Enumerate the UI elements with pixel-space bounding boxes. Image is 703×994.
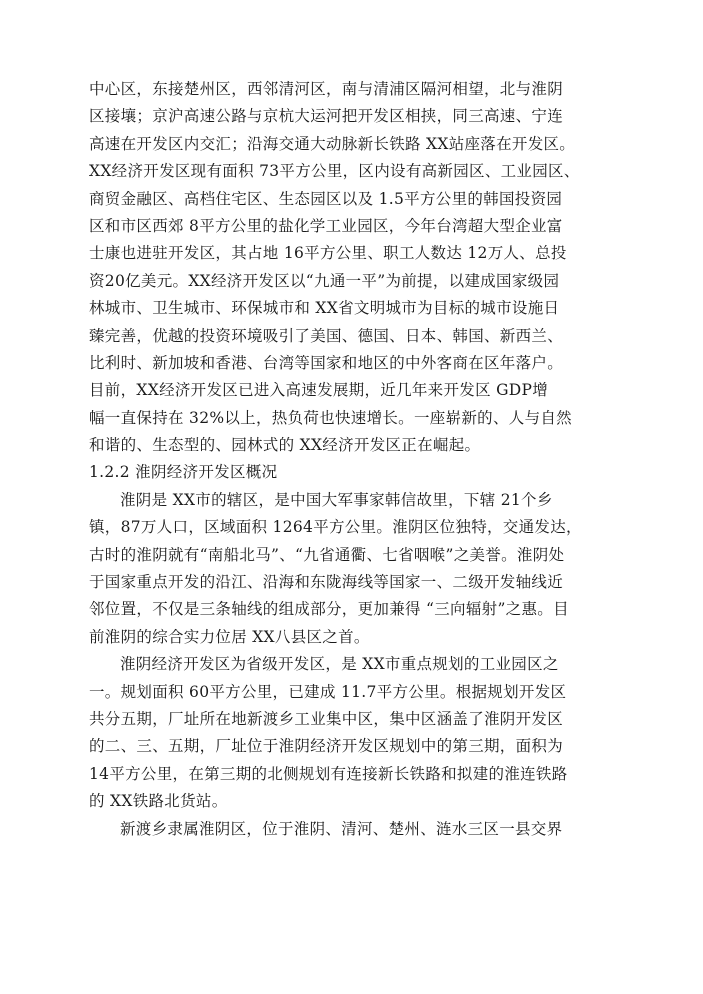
text-line: 和谐的、生态型的、园林式的 XX经济开发区正在崛起。 [89,436,481,455]
section-heading: 1.2.2 淮阴经济开发区概况 [89,463,278,482]
text-line: 一。规划面积 60平方公里，已建成 11.7平方公里。根据规划开发区 [89,682,567,701]
text-line: 淮阴经济开发区为省级开发区，是 XX市重点规划的工业园区之 [120,655,559,674]
paragraph-development-zone [89,651,629,815]
text-line: 14平方公里，在第三期的北侧规划有连接新长铁路和拟建的淮连铁路 [89,764,568,783]
text-line: 幅一直保持在 32%以上，热负荷也快速增长。一座崭新的、人与自然 [89,408,572,427]
text-line: 资20亿美元。XX经济开发区以“九通一平”为前提，以建成国家级园 [89,271,560,290]
text-line: 共分五期，厂址所在地新渡乡工业集中区，集中区涵盖了淮阴开发区 [89,709,564,728]
text-line: 邻位置，不仅是三条轴线的组成部分，更加兼得 “三向辐射”之惠。目 [89,600,569,619]
text-line: 区接壤；京沪高速公路与京杭大运河把开发区相挟，同三高速、宁连 [89,107,564,126]
paragraph-huaiyin-overview [89,487,629,651]
text-line: 士康也进驻开发区，其占地 16平方公里、职工人数达 12万人、总投 [89,244,567,263]
text-line: 古时的淮阴就有“南船北马”、“九省通衢、七省咽喉”之美誉。淮阴处 [89,545,565,564]
text-line: 新渡乡隶属淮阴区，位于淮阴、清河、楚州、涟水三区一县交界 [120,819,563,838]
paragraph-xindu-township [89,816,629,843]
text-line: 淮阴是 XX市的辖区，是中国大军事家韩信故里，下辖 21个乡 [120,490,553,509]
text-line: 林城市、卫生城市、环保城市和 XX省文明城市为目标的城市设施日 [89,299,560,318]
document-body [89,76,629,843]
text-line: 高速在开发区内交汇；沿海交通大动脉新长铁路 XX站座落在开发区。 [89,134,576,153]
text-line: 的二、三、五期，厂址位于淮阴经济开发区规划中的第三期，面积为 [89,737,564,756]
text-line: 区和市区西郊 8平方公里的盐化学工业园区，今年台湾超大型企业富 [89,216,563,235]
text-line: 目前，XX经济开发区已进入高速发展期，近几年来开发区 GDP增 [89,381,549,400]
text-line: XX经济开发区现有面积 73平方公里，区内设有高新园区、工业园区、 [89,162,580,181]
text-line: 于国家重点开发的沿江、沿海和东陇海线等国家一、二级开发轴线近 [89,573,564,592]
text-line: 商贸金融区、高档住宅区、生态园区以及 1.5平方公里的韩国投资园 [89,189,563,208]
text-line: 镇，87万人口，区域面积 1264平方公里。淮阴区位独特，交通发达， [89,518,582,537]
intro-paragraph [89,76,629,459]
text-line: 的 XX铁路北货站。 [89,792,228,811]
text-line: 比利时、新加坡和香港、台湾等国家和地区的中外客商在区年落户。 [89,353,564,372]
text-line: 中心区，东接楚州区，西邻清河区，南与清浦区隔河相望，北与淮阴 [89,80,564,98]
text-line: 前淮阴的综合实力位居 XX八县区之首。 [89,627,370,646]
text-line: 臻完善，优越的投资环境吸引了美国、德国、日本、韩国、新西兰、 [89,326,564,345]
